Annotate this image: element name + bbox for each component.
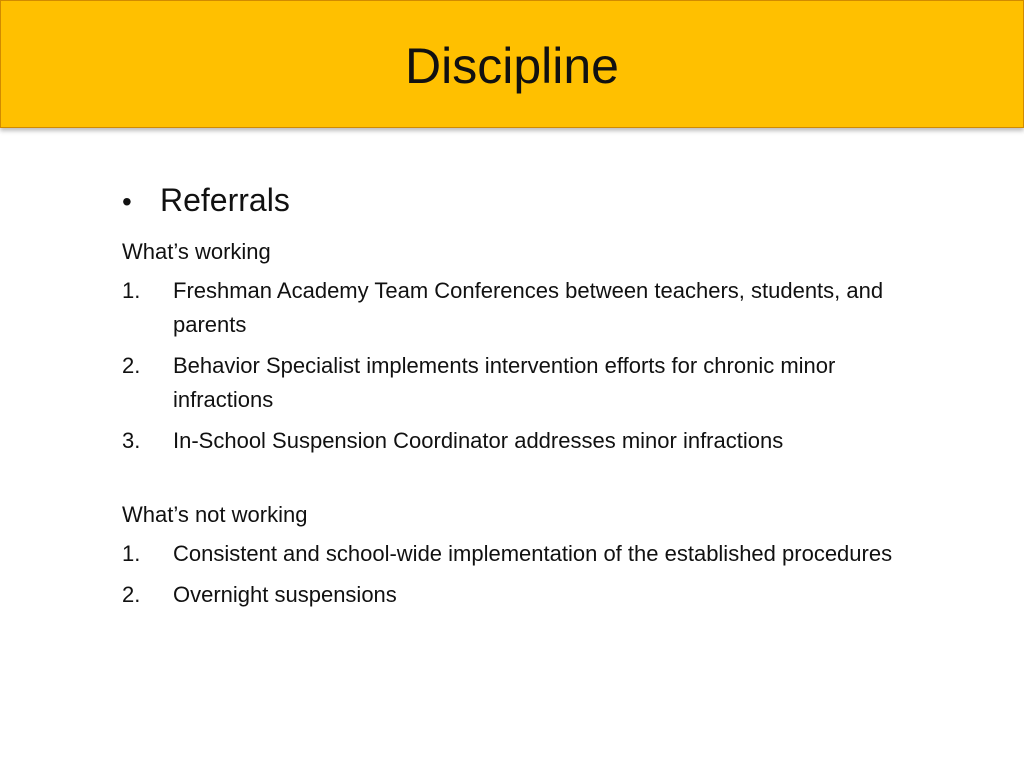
section-whats-working: [122, 236, 912, 458]
item-number: 1.: [122, 278, 141, 303]
list-item: [122, 274, 912, 342]
list-item: [122, 537, 912, 571]
section-heading: What’s working: [122, 239, 271, 264]
bullet-icon: •: [122, 186, 132, 217]
item-number: 1.: [122, 541, 141, 566]
item-text: Consistent and school-wide implementation of the established procedures: [173, 541, 893, 566]
section-heading: What’s not working: [122, 502, 308, 527]
item-text: Freshman Academy Team Conferences between teachers, students, and parents: [173, 278, 884, 337]
bullet-item: [122, 178, 912, 224]
item-number: 2.: [122, 582, 141, 607]
numbered-list: [122, 537, 912, 612]
bullet-text: Referrals: [160, 182, 290, 218]
slide-body: [122, 178, 912, 619]
item-number: 3.: [122, 428, 141, 453]
item-text: Overnight suspensions: [173, 582, 397, 607]
slide-title-banner: [0, 0, 1024, 128]
section-spacer: [122, 465, 912, 499]
item-text: Behavior Specialist implements intervention efforts for chronic minor infractions: [173, 353, 836, 412]
item-text: In-School Suspension Coordinator addresses minor infractions: [173, 428, 784, 453]
list-item: [122, 578, 912, 612]
slide-title: Discipline: [405, 38, 619, 94]
list-item: [122, 349, 912, 417]
item-number: 2.: [122, 353, 141, 378]
list-item: [122, 424, 912, 458]
section-whats-not-working: [122, 499, 912, 612]
numbered-list: [122, 274, 912, 458]
